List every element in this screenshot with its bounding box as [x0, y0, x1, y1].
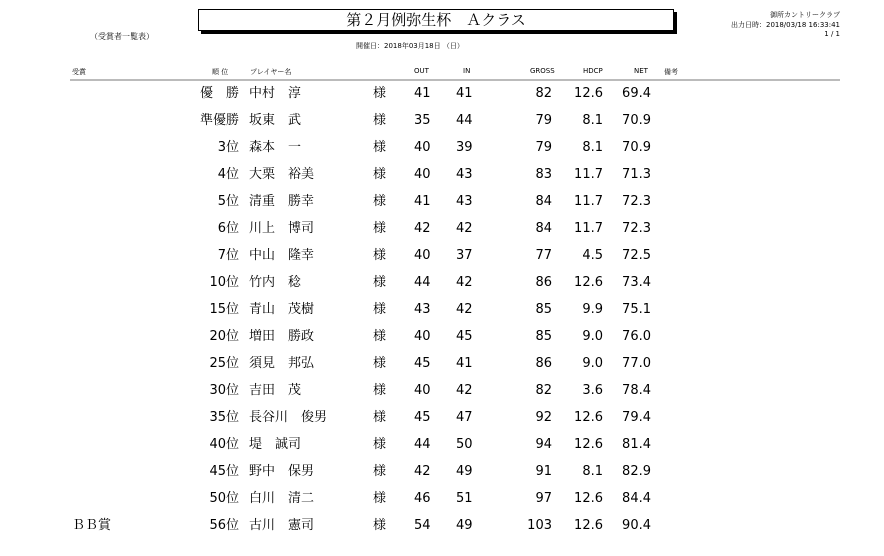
in-cell: 42 — [456, 221, 473, 236]
out-cell: 45 — [414, 410, 431, 425]
out-cell: 45 — [414, 356, 431, 371]
honorific-cell: 様 — [373, 518, 387, 533]
rank-cell: 30位 — [209, 383, 239, 398]
in-cell: 50 — [456, 437, 473, 452]
gross-cell: 86 — [535, 356, 552, 371]
gross-cell: 94 — [535, 437, 552, 452]
col-out: OUT — [414, 67, 429, 75]
header-divider — [70, 79, 840, 81]
hdcp-cell: 8.1 — [582, 464, 603, 479]
hdcp-cell: 11.7 — [574, 167, 603, 182]
gross-cell: 77 — [535, 248, 552, 263]
out-cell: 43 — [414, 302, 431, 317]
net-cell: 72.3 — [622, 221, 651, 236]
table-row — [0, 113, 884, 140]
table-row — [0, 86, 884, 113]
in-cell: 41 — [456, 356, 473, 371]
out-cell: 40 — [414, 167, 431, 182]
hdcp-cell: 11.7 — [574, 221, 603, 236]
in-cell: 45 — [456, 329, 473, 344]
honorific-cell: 様 — [373, 248, 387, 263]
table-row — [0, 248, 884, 275]
net-cell: 84.4 — [622, 491, 651, 506]
hdcp-cell: 11.7 — [574, 194, 603, 209]
col-gross: GROSS — [530, 67, 555, 75]
player-name: 大栗 裕美 — [249, 167, 315, 182]
table-row — [0, 356, 884, 383]
gross-cell: 85 — [535, 329, 552, 344]
table-row — [0, 491, 884, 518]
rank-cell: 準優勝 — [199, 113, 239, 128]
hdcp-cell: 3.6 — [582, 383, 603, 398]
gross-cell: 97 — [535, 491, 552, 506]
net-cell: 81.4 — [622, 437, 651, 452]
in-cell: 43 — [456, 167, 473, 182]
net-cell: 70.9 — [622, 113, 651, 128]
page-number: 1 / 1 — [824, 30, 840, 38]
out-cell: 44 — [414, 275, 431, 290]
rank-cell: 4位 — [217, 167, 239, 182]
gross-cell: 91 — [535, 464, 552, 479]
player-name: 川上 博司 — [249, 221, 315, 236]
player-name: 森本 一 — [249, 140, 302, 155]
net-cell: 70.9 — [622, 140, 651, 155]
table-row — [0, 221, 884, 248]
honorific-cell: 様 — [373, 464, 387, 479]
player-name: 野中 保男 — [249, 464, 315, 479]
gross-cell: 86 — [535, 275, 552, 290]
rank-cell: 15位 — [209, 302, 239, 317]
net-cell: 72.5 — [622, 248, 651, 263]
honorific-cell: 様 — [373, 113, 387, 128]
in-cell: 41 — [456, 86, 473, 101]
table-row — [0, 194, 884, 221]
table-row — [0, 140, 884, 167]
hdcp-cell: 12.6 — [574, 491, 603, 506]
hdcp-cell: 8.1 — [582, 140, 603, 155]
hdcp-cell: 9.0 — [582, 356, 603, 371]
in-cell: 51 — [456, 491, 473, 506]
player-name: 竹内 稔 — [249, 275, 302, 290]
player-name: 須見 邦弘 — [249, 356, 315, 371]
table-row — [0, 383, 884, 410]
net-cell: 76.0 — [622, 329, 651, 344]
out-cell: 41 — [414, 194, 431, 209]
gross-cell: 85 — [535, 302, 552, 317]
honorific-cell: 様 — [373, 329, 387, 344]
player-name: 白川 清二 — [249, 491, 315, 506]
out-cell: 40 — [414, 383, 431, 398]
table-row — [0, 167, 884, 194]
honorific-cell: 様 — [373, 491, 387, 506]
player-name: 坂東 武 — [249, 113, 302, 128]
honorific-cell: 様 — [373, 167, 387, 182]
table-row — [0, 329, 884, 356]
gross-cell: 82 — [535, 86, 552, 101]
net-cell: 78.4 — [622, 383, 651, 398]
col-net: NET — [634, 67, 648, 75]
player-name: 青山 茂樹 — [249, 302, 315, 317]
in-cell: 47 — [456, 410, 473, 425]
report-subtitle: （受賞者一覧表） — [90, 32, 154, 41]
honorific-cell: 様 — [373, 383, 387, 398]
col-note: 備考 — [664, 68, 678, 76]
player-name: 古川 憲司 — [249, 518, 315, 533]
rank-cell: 50位 — [209, 491, 239, 506]
net-cell: 79.4 — [622, 410, 651, 425]
in-cell: 44 — [456, 113, 473, 128]
rank-cell: 40位 — [209, 437, 239, 452]
in-cell: 39 — [456, 140, 473, 155]
gross-cell: 84 — [535, 194, 552, 209]
rank-cell: 45位 — [209, 464, 239, 479]
net-cell: 71.3 — [622, 167, 651, 182]
gross-cell: 92 — [535, 410, 552, 425]
honorific-cell: 様 — [373, 140, 387, 155]
net-cell: 73.4 — [622, 275, 651, 290]
rank-cell: 35位 — [209, 410, 239, 425]
honorific-cell: 様 — [373, 356, 387, 371]
honorific-cell: 様 — [373, 194, 387, 209]
gross-cell: 79 — [535, 140, 552, 155]
club-name: 御所カントリークラブ — [770, 11, 840, 19]
rank-cell: 6位 — [217, 221, 239, 236]
rank-cell: 56位 — [209, 518, 239, 533]
award-cell: ＢＢ賞 — [72, 518, 112, 533]
in-cell: 43 — [456, 194, 473, 209]
hdcp-cell: 9.9 — [582, 302, 603, 317]
col-in: IN — [463, 67, 471, 75]
net-cell: 72.3 — [622, 194, 651, 209]
rank-cell: 20位 — [209, 329, 239, 344]
hdcp-cell: 12.6 — [574, 437, 603, 452]
gross-cell: 82 — [535, 383, 552, 398]
rank-cell: 10位 — [209, 275, 239, 290]
in-cell: 42 — [456, 383, 473, 398]
in-cell: 49 — [456, 518, 473, 533]
table-row — [0, 275, 884, 302]
rank-cell: 5位 — [217, 194, 239, 209]
col-player: プレイヤー名 — [250, 68, 292, 76]
honorific-cell: 様 — [373, 86, 387, 101]
out-cell: 46 — [414, 491, 431, 506]
in-cell: 49 — [456, 464, 473, 479]
gross-cell: 83 — [535, 167, 552, 182]
honorific-cell: 様 — [373, 302, 387, 317]
hdcp-cell: 12.6 — [574, 518, 603, 533]
honorific-cell: 様 — [373, 437, 387, 452]
in-cell: 42 — [456, 275, 473, 290]
rank-cell: 7位 — [217, 248, 239, 263]
output-datetime: 出力日時：2018/03/18 16:33:41 — [730, 21, 840, 29]
hdcp-cell: 8.1 — [582, 113, 603, 128]
player-name: 堤 誠司 — [249, 437, 302, 452]
hdcp-cell: 4.5 — [582, 248, 603, 263]
report-title: 第２月例弥生杯 Ａクラス — [198, 9, 674, 31]
player-name: 吉田 茂 — [249, 383, 302, 398]
hdcp-cell: 12.6 — [574, 410, 603, 425]
event-date: 開催日：2018年03月18日 （日） — [356, 42, 464, 50]
in-cell: 37 — [456, 248, 473, 263]
rank-cell: 3位 — [217, 140, 239, 155]
rank-cell: 25位 — [209, 356, 239, 371]
out-cell: 42 — [414, 221, 431, 236]
net-cell: 75.1 — [622, 302, 651, 317]
player-name: 増田 勝政 — [249, 329, 315, 344]
table-row — [0, 437, 884, 464]
hdcp-cell: 12.6 — [574, 86, 603, 101]
net-cell: 82.9 — [622, 464, 651, 479]
out-cell: 42 — [414, 464, 431, 479]
out-cell: 40 — [414, 329, 431, 344]
hdcp-cell: 9.0 — [582, 329, 603, 344]
net-cell: 69.4 — [622, 86, 651, 101]
out-cell: 41 — [414, 86, 431, 101]
col-award: 受賞 — [72, 68, 86, 76]
out-cell: 35 — [414, 113, 431, 128]
player-name: 長谷川 俊男 — [249, 410, 328, 425]
gross-cell: 103 — [527, 518, 552, 533]
table-row — [0, 410, 884, 437]
hdcp-cell: 12.6 — [574, 275, 603, 290]
honorific-cell: 様 — [373, 221, 387, 236]
player-name: 中村 淳 — [249, 86, 302, 101]
table-row — [0, 302, 884, 329]
rank-cell: 優 勝 — [199, 86, 239, 101]
out-cell: 40 — [414, 248, 431, 263]
out-cell: 44 — [414, 437, 431, 452]
table-row — [0, 518, 884, 545]
honorific-cell: 様 — [373, 410, 387, 425]
col-hdcp: HDCP — [583, 67, 603, 75]
in-cell: 42 — [456, 302, 473, 317]
player-name: 中山 隆幸 — [249, 248, 315, 263]
out-cell: 40 — [414, 140, 431, 155]
net-cell: 77.0 — [622, 356, 651, 371]
col-rank: 順 位 — [212, 68, 229, 76]
out-cell: 54 — [414, 518, 431, 533]
gross-cell: 84 — [535, 221, 552, 236]
net-cell: 90.4 — [622, 518, 651, 533]
honorific-cell: 様 — [373, 275, 387, 290]
player-name: 清重 勝幸 — [249, 194, 315, 209]
table-row — [0, 464, 884, 491]
gross-cell: 79 — [535, 113, 552, 128]
